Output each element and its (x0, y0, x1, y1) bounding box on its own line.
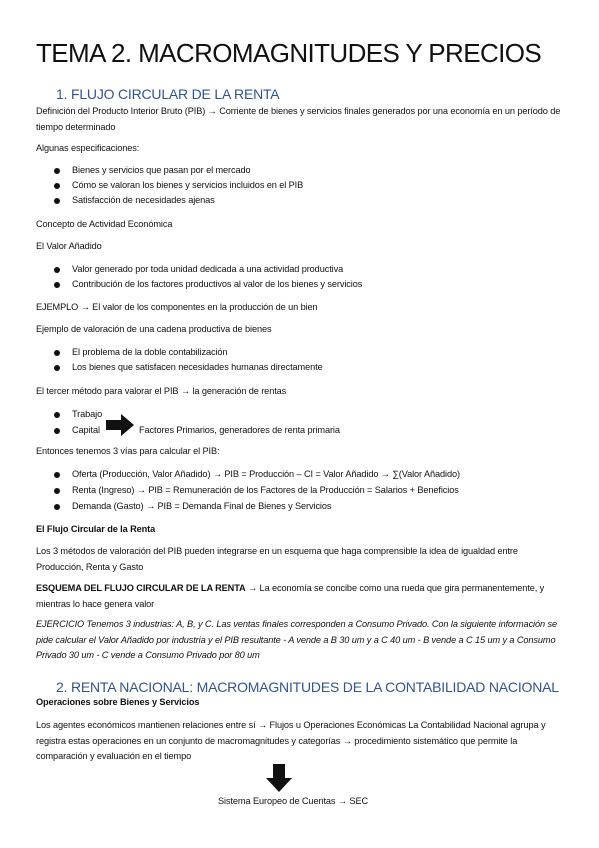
sec-line: Sistema Europeo de Cuentas → SEC (218, 796, 369, 806)
bullet-icon (54, 472, 60, 478)
bullet-icon (54, 183, 60, 189)
valor-anadido-label: El Valor Añadido (36, 241, 102, 251)
tercer-metodo: El tercer método para valorar el PIB → la generación de rentas (36, 386, 287, 396)
list-item: Satisfacción de necesidades ajenas (72, 195, 215, 205)
concepto-actividad: Concepto de Actividad Económica (36, 219, 173, 229)
list-item: Demanda (Gasto) → PIB = Demanda Final de Bienes y Servicios (72, 501, 332, 511)
factores-primarios: Factores Primarios, generadores de renta primaria (139, 425, 340, 435)
operaciones-heading: Operaciones sobre Bienes y Servicios (36, 697, 200, 707)
agentes-paragraph: Los agentes económicos mantienen relaciones entre sí → Flujos u Operaciones Económicas La Contabilidad Nacional agrupa y registra estas operaciones en un conjunto de macromagnitudes y categorías → procedimiento sistemático que permite la comparación y evaluación en el tiempo (36, 720, 546, 761)
list-item: Contribución de los factores productivos al valor de los bienes y servicios (72, 279, 363, 289)
list-item: Los bienes que satisfacen necesidades humanas directamente (72, 362, 323, 372)
list-item: Bienes y servicios que pasan por el mercado (72, 165, 251, 175)
list-item: Capital (72, 425, 100, 435)
bullet-icon (54, 350, 60, 356)
vias-label: Entonces tenemos 3 vías para calcular el PIB: (36, 446, 220, 456)
down-arrow-icon (266, 764, 292, 792)
metodos-paragraph: Los 3 métodos de valoración del PIB pueden integrarse en un esquema que haga comprensible la idea de igualdad entre Producción, Renta y Gasto (36, 546, 518, 572)
esquema-rest: → La economía se concibe como una rueda que gira permanentemente, y mientras lo hace genera valor (36, 583, 545, 609)
list-item: Cómo se valoran los bienes y servicios incluidos en el PIB (72, 180, 304, 190)
flujo-circular-heading: El Flujo Circular de la Renta (36, 524, 156, 534)
list-item: Trabajo (72, 409, 103, 419)
ejemplo-cadena: Ejemplo de valoración de una cadena productiva de bienes (36, 324, 272, 334)
list-item: El problema de la doble contabilización (72, 347, 228, 357)
bullet-icon (54, 504, 60, 510)
esquema-paragraph (36, 581, 566, 612)
list-item: Oferta (Producción, Valor Añadido) → PIB = Producción – CI = Valor Añadido → ∑(Valor Añadido) (72, 469, 460, 479)
especificaciones-label: Algunas especificaciones: (36, 143, 140, 153)
bullet-icon (54, 412, 60, 418)
ejemplo-line: EJEMPLO → El valor de los componentes en la producción de un bien (36, 302, 318, 312)
bullet-icon (54, 282, 60, 288)
pib-definition: Definición del Producto Interior Bruto (PIB) → Corriente de bienes y servicios finales generados por una economía en un período de tiempo determinado (36, 106, 561, 132)
list-item: Renta (Ingreso) → PIB = Remuneración de los Factores de la Producción = Salarios + Beneficios (72, 485, 459, 495)
bullet-icon (54, 488, 60, 494)
list-item: Valor generado por toda unidad dedicada a una actividad productiva (72, 264, 344, 274)
right-arrow-icon (106, 414, 134, 436)
ejercicio-paragraph: EJERCICIO Tenemos 3 industrias: A, B, y C. Las ventas finales corresponden a Consumo Privado. Con la siguiente información se pide calcular el Valor Añadido por industria y el PIB resultante - A vende a B 30 um y a C 40 um - B vende a C 15 um y a Consumo Privado 30 um - C vende a Consumo Privado por 80 um (36, 619, 557, 660)
esquema-bold: ESQUEMA DEL FLUJO CIRCULAR DE LA RENTA (36, 583, 246, 593)
bullet-icon (54, 267, 60, 273)
bullet-icon (54, 365, 60, 371)
section-2-heading: 2. RENTA NACIONAL: MACROMAGNITUDES DE LA CONTABILIDAD NACIONAL (56, 679, 559, 695)
bullet-icon (54, 428, 60, 434)
bullet-icon (54, 168, 60, 174)
page-title: TEMA 2. MACROMAGNITUDES Y PRECIOS (36, 38, 542, 68)
section-1-heading: 1. FLUJO CIRCULAR DE LA RENTA (56, 86, 280, 102)
bullet-icon (54, 198, 60, 204)
